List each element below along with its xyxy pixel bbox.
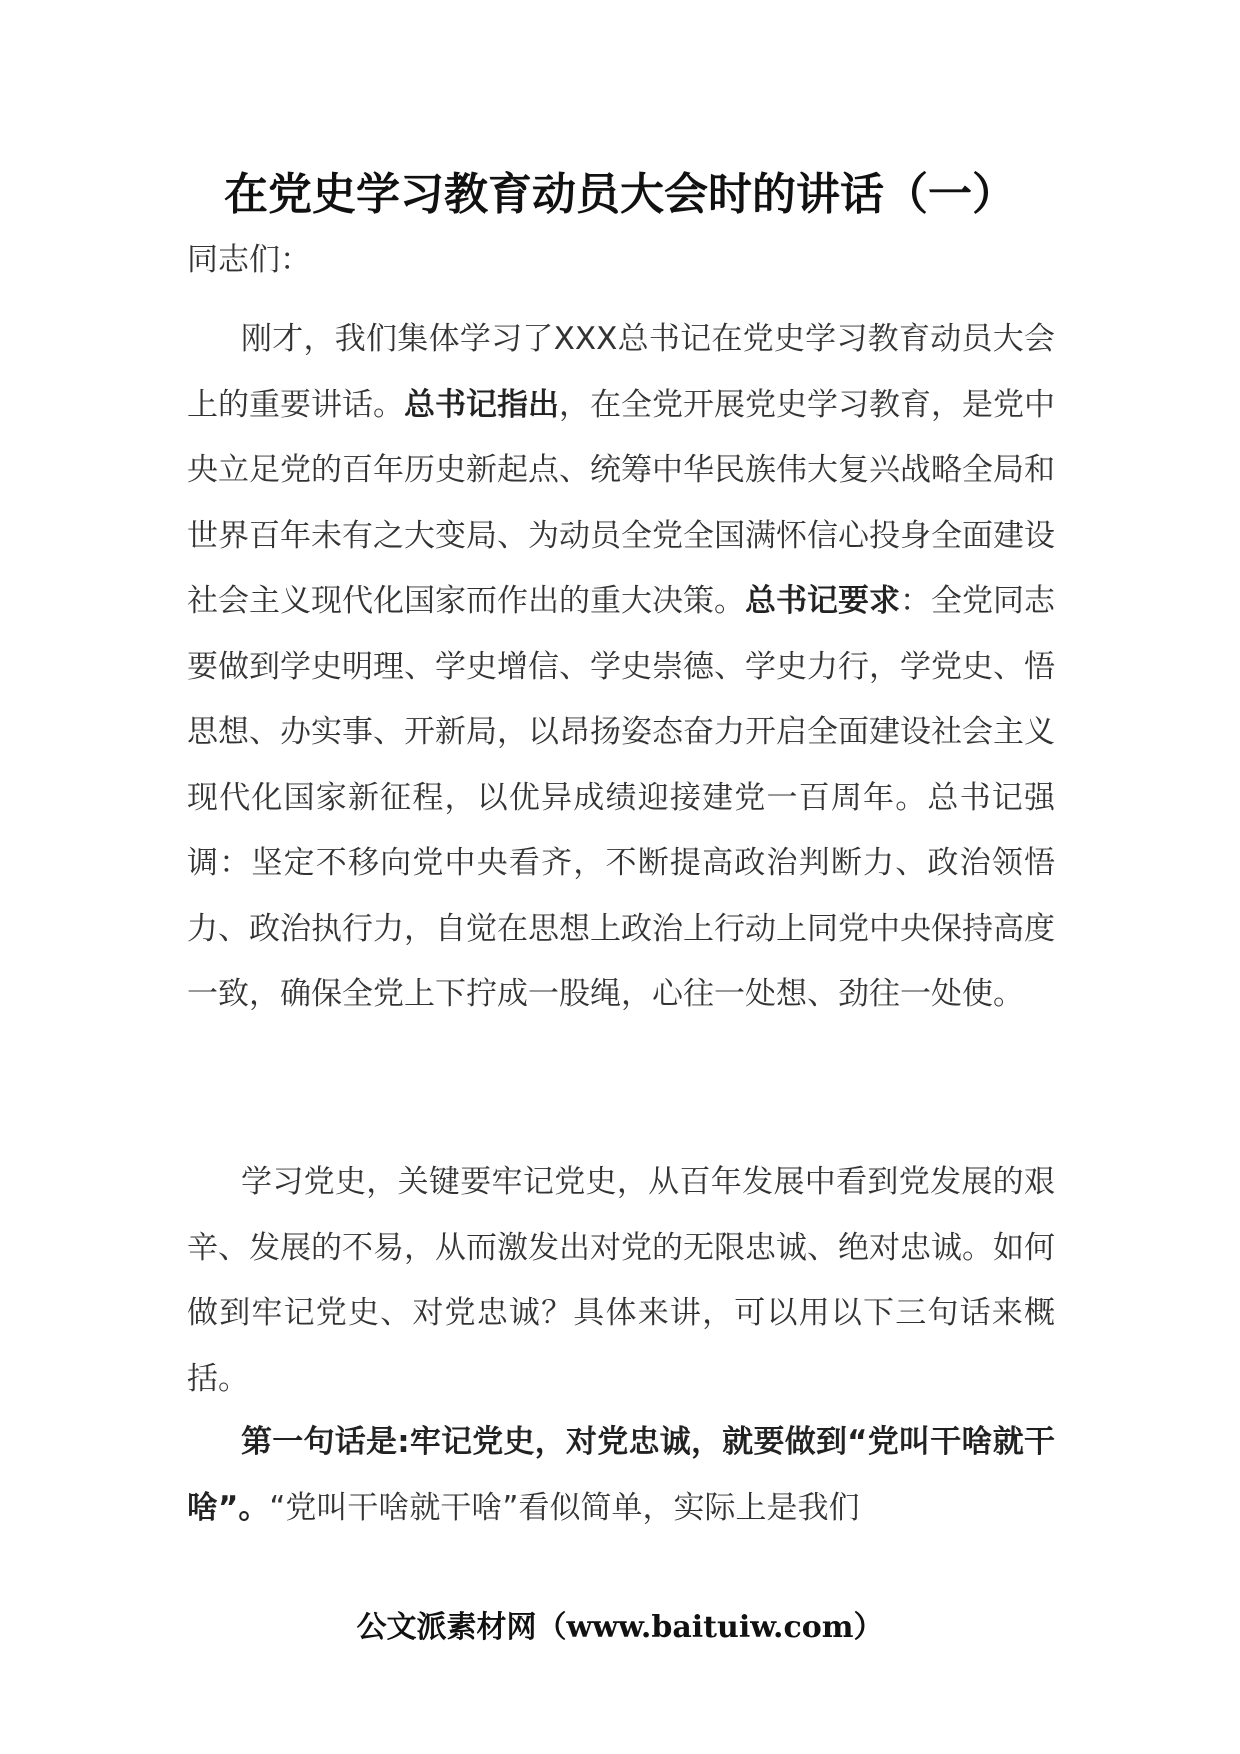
paragraph-1-text-1: 刚才，我们集体学习了XXX总书记在党史学习教育动员大会上的重要讲话。 xyxy=(187,321,1055,423)
paragraph-1 xyxy=(187,307,1055,1028)
paragraph-3-text: “党叫干啥就干啥”看似简单，实际上是我们 xyxy=(269,1489,860,1526)
document-title: 在党史学习教育动员大会时的讲话（一） xyxy=(224,169,1016,220)
paragraph-2: 学习党史，关键要牢记党史，从百年发展中看到党发展的艰辛、发展的不易，从而激发出对党的无限忠诚、绝对忠诚。如何做到牢记党史、对党忠诚？具体来讲，可以用以下三句话来概括。 xyxy=(187,1164,1055,1397)
paragraph-1-bold-1: 总书记指出 xyxy=(404,386,559,423)
salutation: 同志们： xyxy=(187,242,311,278)
paragraph-3-heading: 第一句话是:牢记党史，对党忠诚，就要做到“党叫干啥就干啥”。 xyxy=(187,1424,1055,1526)
paragraph-3 xyxy=(187,1410,1055,1541)
footer-watermark: 公文派素材网（www.baituiw.com） xyxy=(356,1610,884,1645)
paragraph-1-text-2: ，在全党开展党史学习教育，是党中央立足党的百年历史新起点、统筹中华民族伟大复兴战略全局和世界百年未有之大变局、为动员全党全国满怀信心投身全面建设社会主义现代化国家而作出的重大决策。 xyxy=(187,386,1055,619)
paragraph-1-text-3: ：全党同志要做到学史明理、学史增信、学史崇德、学史力行，学党史、悟思想、办实事、开新局，以昂扬姿态奋力开启全面建设社会主义现代化国家新征程，以优异成绩迎接建党一百周年。总书记强调：坚定不移向党中央看齐，不断提高政治判断力、政治领悟力、政治执行力，自觉在思想上政治上行动上同党中央保持高度一致，确保全党上下拧成一股绳，心往一处想、劲往一处使。 xyxy=(187,583,1055,1012)
paragraph-1-bold-2: 总书记要求 xyxy=(745,583,900,619)
